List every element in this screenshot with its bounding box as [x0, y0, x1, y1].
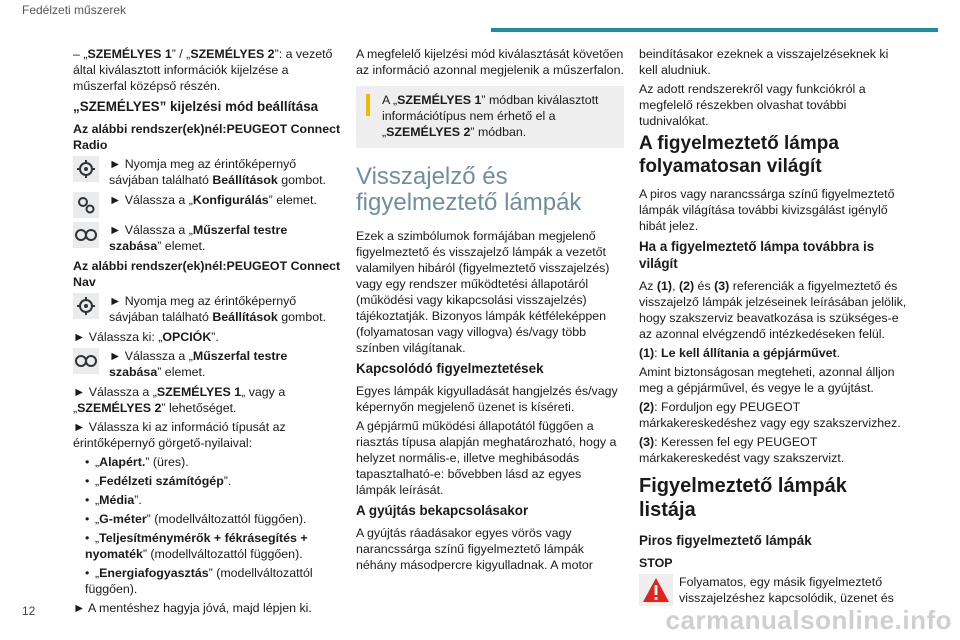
warning-triangle-icon — [639, 574, 673, 606]
gear-icon — [73, 293, 99, 319]
running-header: Fedélzeti műszerek — [22, 3, 127, 17]
column-2 — [356, 46, 624, 576]
gear-icon — [73, 156, 99, 182]
associated-p1: Egyes lámpák kigyulladását hangjelzés és/vagy képernyőn megjelenő üzenet is kíséreti. — [356, 384, 618, 414]
heading-lamp-list: Figyelmeztető lámpák listája — [639, 475, 847, 521]
step-options: ► Válassza ki: „OPCIÓK”. — [73, 330, 219, 344]
step-dashboard-custom-radio: ► Válassza a „Műszerfal testre szabása” elemet. — [73, 222, 341, 254]
info-type-item: • „G-méter” (modellváltozattól függően). — [85, 512, 307, 526]
column-3 — [639, 46, 909, 606]
stop-text: Folyamatos, egy másik figyelmeztető visszajelzéshez kapcsolódik, üzenet és — [679, 575, 894, 605]
ref-1: (1): Le kell állítania a gépjárművet. — [639, 346, 841, 360]
further-info: Az adott rendszerekről vagy funkciókról a megfelelő részekben olvashat további tudnivalókat. — [639, 82, 866, 128]
step-configuration: ► Válassza a „Konfigurálás” elemet. — [73, 192, 341, 218]
info-type-item: • „Energiafogyasztás” (modellváltozattól függően). — [85, 566, 313, 596]
heading-personal-setup: „SZEMÉLYES” kijelzési mód beállítása — [73, 99, 319, 114]
heading-associated-warnings: Kapcsolódó figyelmeztetések — [356, 361, 544, 376]
info-note: A „SZEMÉLYES 1” módban kiválasztott információtípus nem érhető el a „SZEMÉLYES 2” módban. — [356, 86, 624, 148]
info-type-item: • „Teljesítménymérők + fékrásegítés + nyomaték” (modellváltozattól függően). — [85, 531, 308, 561]
stop-entry — [639, 574, 909, 606]
lamps-intro: Ezek a szimbólumok formájában megjelenő figyelmeztető és visszajelző lámpák a vezetőt valamilyen hibáról (figyelmeztető visszajelzés) vagy egy rendszer működtetési állapotáról (működési vagy kikapcsolási visszajelzés) tájékoztatják. Bizonyos lámpák kétféleképpen (folyamatosan vagy villogva) és/vagy több színben világítanak. — [356, 229, 610, 355]
configuration-gears-icon — [73, 192, 99, 218]
step-select-info-type: ► Válassza ki az információ típusát az érintőképernyő görgető-nyilaival: — [73, 420, 286, 450]
ignition-continued: beindításakor ezeknek a visszajelzéseknek ki kell aludniuk. — [639, 47, 889, 77]
step-settings-radio: ► Nyomja meg az érintőképernyő sávjában található Beállítások gombot. — [73, 156, 341, 188]
heading-ignition-on: A gyújtás bekapcsolásakor — [356, 503, 529, 518]
info-note-icon — [366, 94, 370, 116]
heading-lamp-steady: A figyelmeztető lámpa folyamatosan világít — [639, 133, 839, 177]
ref-2: (2): Forduljon egy PEUGEOT márkakereskedéshez vagy egy szakszervizhez. — [639, 400, 901, 430]
stop-label: STOP — [639, 556, 673, 570]
column-1 — [73, 46, 341, 619]
instrument-panel-icon — [73, 222, 99, 248]
system-connect-nav: Az alábbi rendszer(ek)nél:PEUGEOT Connect Nav — [73, 259, 341, 289]
display-intro: A megfelelő kijelzési mód kiválasztását követően az információ azonnal megjelenik a műszerfalon. — [356, 47, 624, 77]
ignition-text: A gyújtás ráadásakor egyes vörös vagy narancssárga színű figyelmeztető lámpák néhány másodpercre kigyulladnak. A motor — [356, 526, 593, 572]
info-type-item: • „Fedélzeti számítógép”. — [85, 474, 232, 488]
step-settings-nav: ► Nyomja meg az érintőképernyő sávjában található Beállítások gombot. — [73, 293, 341, 325]
system-connect-radio: Az alábbi rendszer(ek)nél:PEUGEOT Connect Radio — [73, 122, 341, 152]
page-number: 12 — [22, 604, 36, 618]
ref-1-detail: Amint biztonságosan megteheti, azonnal álljon meg a gépjárművel, és vegye le a gyújtást. — [639, 365, 895, 395]
step-select-personal: ► Válassza a „SZEMÉLYES 1„ vagy a „SZEMÉLYES 2” lehetőséget. — [73, 385, 286, 415]
ref-3: (3): Keressen fel egy PEUGEOT márkakereskedést vagy szakszervizt. — [639, 435, 845, 465]
step-dashboard-custom-nav: ► Válassza a „Műszerfal testre szabása” elemet. — [73, 348, 341, 380]
associated-p2: A gépjármű működési állapotától függően a riasztás típusa alapján meghatározható, hogy a helyzet normális-e, illetve meghibásodás tapasztalható-e: bővebben lásd az egyes lámpák leírását. — [356, 419, 617, 497]
heading-lamp-remains-on: Ha a figyelmeztető lámpa továbbra is világít — [639, 239, 875, 271]
step-save-exit: ► A mentéshez hagyja jóvá, majd lépjen ki. — [73, 601, 312, 615]
header-accent-bar — [491, 28, 938, 32]
references-text: Az (1), (2) és (3) referenciák a figyelmeztető és visszajelző lámpák jelzéseinek leírásában jelölik, hogy szakszerviz beavatkozása is szükséges-e az azonnal elvégzendő intézkedéseken felül. — [639, 279, 907, 341]
personal-mode-desc: – „SZEMÉLYES 1” / „SZEMÉLYES 2”: a vezető által kiválasztott információk kijelzése a műszerfal középső részén. — [73, 47, 333, 93]
section-title-warning-lamps: Visszajelző és figyelmeztető lámpák — [356, 163, 582, 216]
instrument-panel-icon — [73, 348, 99, 374]
watermark: carmanualsonline.info — [665, 605, 952, 635]
info-type-list — [73, 454, 341, 597]
heading-red-lamps: Piros figyelmeztető lámpák — [639, 533, 812, 548]
info-type-item: • „Média”. — [85, 493, 142, 507]
info-type-item: • „Alapért.” (üres). — [85, 455, 189, 469]
steady-text: A piros vagy narancssárga színű figyelmeztető lámpák világítása további kivizsgálást igénylő hibát jelez. — [639, 187, 895, 233]
